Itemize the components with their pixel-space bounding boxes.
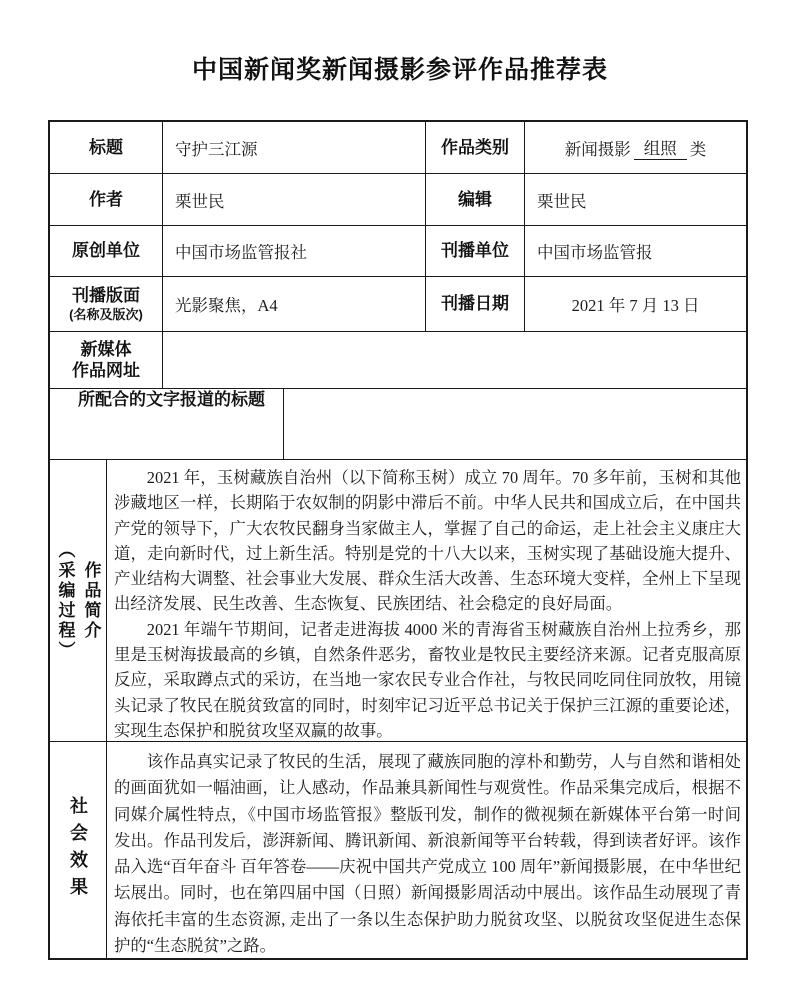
- category-label: 作品类别: [426, 122, 525, 173]
- table-row: [50, 226, 746, 277]
- category-type-underlined: 组照: [634, 135, 687, 160]
- category-suffix: 类: [689, 139, 707, 159]
- title-label: 标题: [50, 122, 163, 173]
- recommendation-table: [48, 120, 748, 960]
- editor-value: 栗世民: [537, 191, 587, 211]
- effect-section-content: [107, 742, 746, 958]
- author-value: 栗世民: [163, 174, 426, 225]
- publish-date-value: 2021 年 7 月 13 日: [571, 296, 700, 315]
- page-title: 中国新闻奖新闻摄影参评作品推荐表: [191, 57, 608, 84]
- intro-label-main-column: 作品简介: [81, 560, 101, 641]
- page-layout-label: [50, 277, 163, 331]
- intro-section-content: [107, 460, 746, 741]
- effect-section-label: [50, 742, 107, 958]
- publish-date-label: 刊播日期: [426, 277, 525, 331]
- table-row: [50, 742, 746, 958]
- title-value: 守护三江源: [163, 122, 426, 173]
- page-layout-label-line2: (名称及版次): [69, 306, 143, 322]
- origin-unit-label: 原创单位: [50, 226, 163, 276]
- editor-label: 编辑: [426, 174, 525, 225]
- page-layout-value: 光影聚焦，A4: [163, 277, 426, 331]
- effect-label-column: 社会效果: [68, 796, 88, 904]
- effect-paragraph-1: 该作品真实记录了牧民的生活，展现了藏族同胞的淳朴和勤劳，人与自然和谐相处的画面犹如一幅油画，让人感动，作品兼具新闻性与观赏性。作品采集完成后，根据不同媒介属性特点，《中国市场监管报》整版刊发，制作的微视频在新媒体平台第一时间发出。作品刊发后，澎湃新闻、腾讯新闻、新浪新闻等平台转载，得到读者好评。该作品入选“百年奋斗 百年答卷——庆祝中国共产党成立 100 周年”新闻摄影展，在中华世纪坛展出。同时，也在第四届中国（日照）新闻摄影周活动中展出。该作品生动展现了青海依托丰富的生态资源, 走出了一条以生态保护助力脱贫攻坚、以脱贫攻坚促进生态保护的“生态脱贫”之路。: [114, 752, 741, 956]
- new-media-url-label-line1: 新媒体: [80, 339, 132, 359]
- table-row: [50, 460, 746, 742]
- table-row: [50, 332, 746, 389]
- author-label: 作者: [50, 174, 163, 225]
- origin-unit-value: 中国市场监管报社: [163, 226, 426, 276]
- intro-paragraph-2: 2021 年端午节期间，记者走进海拔 4000 米的青海省玉树藏族自治州上拉秀乡，那里是玉树海拔最高的乡镇，自然条件恶劣，畜牧业是牧民主要经济来源。记者克服高原反应，采取蹲点式的采访，在当地一家农民专业合作社，与牧民同吃同住同放牧，用镜头记录了牧民在脱贫致富的同时，时刻牢记习近平总书记关于保护三江源的重要论述，实现生态保护和脱贫攻坚双赢的故事。: [114, 619, 741, 740]
- intro-label-paren-column: （采编过程）: [55, 540, 75, 661]
- table-row: [50, 277, 746, 332]
- page-layout-label-line1: 刊播版面: [72, 286, 140, 306]
- intro-section-label: [50, 460, 107, 741]
- new-media-url-label: [50, 332, 163, 388]
- effect-label-vertical: [50, 796, 106, 904]
- table-row: [50, 389, 746, 460]
- category-prefix: 新闻摄影: [564, 139, 631, 159]
- related-text-report-label: 所配合的文字报道的标题: [50, 389, 284, 459]
- related-text-report-value: [284, 389, 746, 459]
- table-row: [50, 122, 746, 174]
- table-row: [50, 174, 746, 226]
- intro-paragraph-1: 2021 年，玉树藏族自治州（以下简称玉树）成立 70 周年。70 多年前，玉树和其他涉藏地区一样，长期陷于农奴制的阴影中滞后不前。中华人民共和国成立后，在中国共产党的领导下，广大农牧民翻身当家做主人，掌握了自己的命运，走上社会主义康庄大道，走向新时代，过上新生活。特别是党的十八大以来，玉树实现了基础设施大提升、产业结构大调整、社会事业大发展、群众生活大改善、生态环境大变样，全州上下呈现出经济发展、民生改善、生态恢复、民族团结、社会稳定的良好局面。: [114, 468, 741, 614]
- publish-unit-label: 刊播单位: [426, 226, 525, 276]
- intro-label-vertical: [50, 541, 106, 661]
- category-value: [525, 122, 746, 173]
- publish-unit-value: 中国市场监管报: [537, 243, 653, 262]
- new-media-url-value: [163, 332, 746, 388]
- new-media-url-label-line2: 作品网址: [72, 361, 140, 380]
